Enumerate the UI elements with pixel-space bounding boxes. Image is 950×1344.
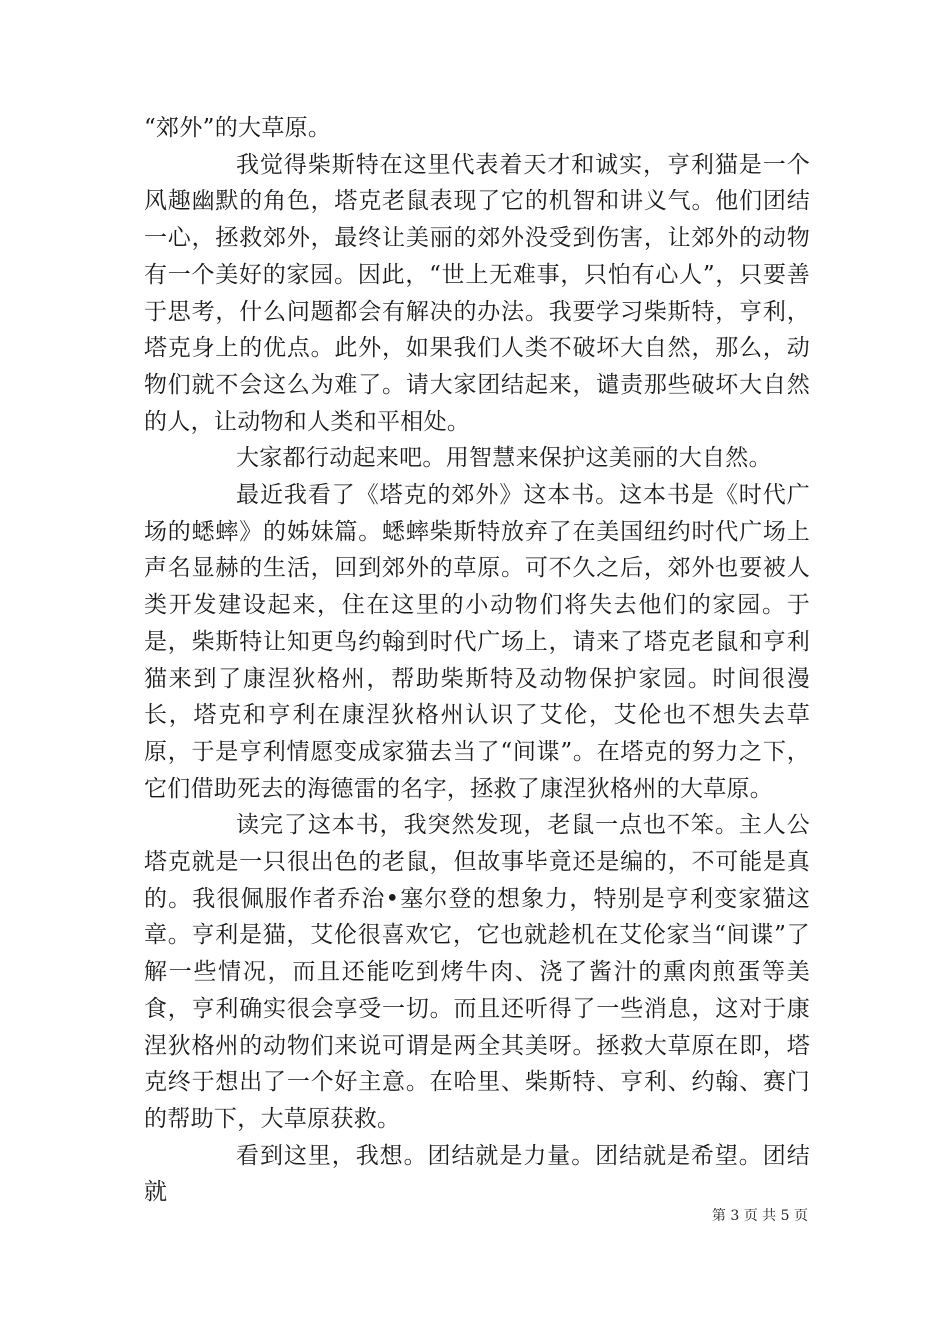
document-body [144,110,810,1211]
paragraph-6: 看到这里，我想。团结就是力量。团结就是希望。团结就 [144,1142,810,1206]
paragraph-4: 最近我看了《塔克的郊外》这本书。这本书是《时代广场的蟋蟀》的姊妹篇。蟋蟀柴斯特放弃了在美国纽约时代广场上声名显赫的生活，回到郊外的草原。可不久之后，郊外也要被人类开发建设起来，住在这里的小动物们将失去他们的家园。于是，柴斯特让知更鸟约翰到时代广场上，请来了塔克老鼠和亨利猫来到了康涅狄格州，帮助柴斯特及动物保护家园。时间很漫长，塔克和亨利在康涅狄格州认识了艾伦，艾伦也不想失去草原，于是亨利情愿变成家猫去当了“间谍”。在塔克的努力之下，它们借助死去的海德雷的名字，拯救了康涅狄格州的大草原。 [144,482,810,802]
page-number-footer: 第 3 页 共 5 页 [711,1208,808,1224]
paragraph-1: “郊外”的大草原。 [144,115,332,141]
paragraph-3: 大家都行动起来吧。用智慧来保护这美丽的大自然。 [236,445,772,472]
paragraph-5: 读完了这本书，我突然发现，老鼠一点也不笨。主人公塔克就是一只很出色的老鼠，但故事毕竟还是编的，不可能是真的。我很佩服作者乔治•塞尔登的想象力，特别是亨利变家猫这章。亨利是猫，艾伦很喜欢它，它也就趁机在艾伦家当“间谍”了解一些情况，而且还能吃到烤牛肉、浇了酱汁的熏肉煎蛋等美食，亨利确实很会享受一切。而且还听得了一些消息，这对于康涅狄格州的动物们来说可谓是两全其美呀。拯救大草原在即，塔克终于想出了一个好主意。在哈里、柴斯特、亨利、约翰、赛门的帮助下，大草原获救。 [144,812,810,1132]
paragraph-2: 我觉得柴斯特在这里代表着天才和诚实，亨利猫是一个风趣幽默的角色，塔克老鼠表现了它的机智和讲义气。他们团结一心，拯救郊外，最终让美丽的郊外没受到伤害，让郊外的动物有一个美好的家园。因此，“世上无难事，只怕有心人”，只要善于思考，什么问题都会有解决的办法。我要学习柴斯特，亨利，塔克身上的优点。此外，如果我们人类不破坏大自然，那么，动物们就不会这么为难了。请大家团结起来，谴责那些破坏大自然的人，让动物和人类和平相处。 [144,151,810,435]
